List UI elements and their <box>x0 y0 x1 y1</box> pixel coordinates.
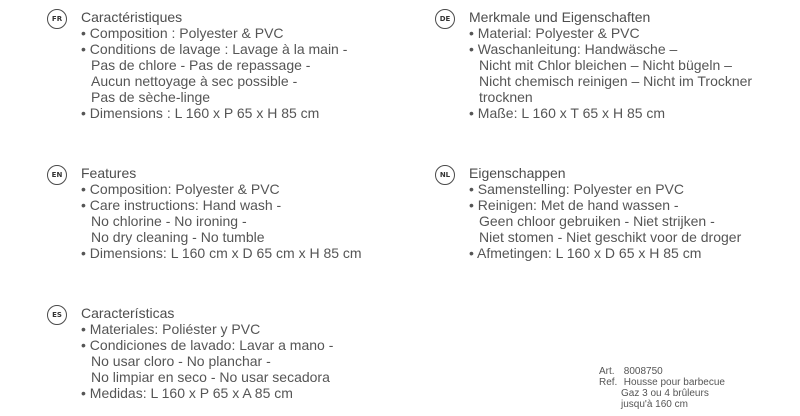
feature-line: • Conditions de lavage : Lavage à la main - <box>81 41 348 57</box>
feature-line: trocknen <box>479 89 533 105</box>
section-title-de: Merkmale und Eigenschaften <box>469 9 651 25</box>
feature-line: • Afmetingen: L 160 x D 65 x H 85 cm <box>469 245 702 261</box>
feature-line: Niet stomen - Niet geschikt voor de droger <box>479 229 742 245</box>
reference-text: Housse pour barbecue <box>623 377 725 388</box>
feature-line: • Waschanleitung: Handwäsche – <box>469 41 678 57</box>
feature-line: • Maße: L 160 x T 65 x H 85 cm <box>469 105 666 121</box>
language-badge-fr: FR <box>47 9 67 29</box>
feature-line: • Material: Polyester & PVC <box>469 25 640 41</box>
feature-line: • Materiales: Poliéster y PVC <box>81 321 261 337</box>
feature-line: Pas de sèche-linge <box>91 89 211 105</box>
feature-line: Nicht chemisch reinigen – Nicht im Trockner <box>479 73 753 89</box>
article-number: 8008750 <box>623 366 663 377</box>
feature-line: • Care instructions: Hand wash - <box>81 197 282 213</box>
product-reference <box>599 366 725 410</box>
feature-line: No usar cloro - No planchar - <box>91 353 271 369</box>
feature-line: Nicht mit Chlor bleichen – Nicht bügeln – <box>479 57 732 73</box>
article-number-row <box>599 366 725 377</box>
feature-line: • Samenstelling: Polyester en PVC <box>469 181 685 197</box>
feature-line: • Composition : Polyester & PVC <box>81 25 284 41</box>
feature-line: Aucun nettoyage à sec possible - <box>91 73 298 89</box>
reference-row <box>599 377 725 388</box>
article-label: Art. <box>599 366 615 377</box>
feature-line: • Medidas: L 160 x P 65 x A 85 cm <box>81 385 293 401</box>
feature-line: No chlorine - No ironing - <box>91 213 247 229</box>
language-badge-de: DE <box>435 9 455 29</box>
feature-line: No dry cleaning - No tumble <box>91 229 265 245</box>
reference-label: Ref. <box>599 377 618 388</box>
feature-line: • Dimensions : L 160 x P 65 x H 85 cm <box>81 105 320 121</box>
reference-text: jusqu'à 160 cm <box>621 399 688 410</box>
feature-line: • Reinigen: Met de hand wassen - <box>469 197 679 213</box>
section-title-es: Características <box>81 305 175 321</box>
language-badge-en: EN <box>47 165 67 185</box>
language-badge-es: ES <box>47 305 67 325</box>
feature-line: No limpiar en seco - No usar secadora <box>91 369 330 385</box>
feature-line: • Condiciones de lavado: Lavar a mano - <box>81 337 334 353</box>
section-title-en: Features <box>81 165 137 181</box>
section-title-nl: Eigenschappen <box>469 165 566 181</box>
reference-text: Gaz 3 ou 4 brûleurs <box>621 388 709 399</box>
feature-line: • Composition: Polyester & PVC <box>81 181 280 197</box>
language-badge-nl: NL <box>435 165 455 185</box>
section-title-fr: Caractéristiques <box>81 9 183 25</box>
feature-line: • Dimensions: L 160 cm x D 65 cm x H 85 cm <box>81 245 362 261</box>
feature-line: Pas de chlore - Pas de repassage - <box>91 57 311 73</box>
feature-line: Geen chloor gebruiken - Niet strijken - <box>479 213 715 229</box>
